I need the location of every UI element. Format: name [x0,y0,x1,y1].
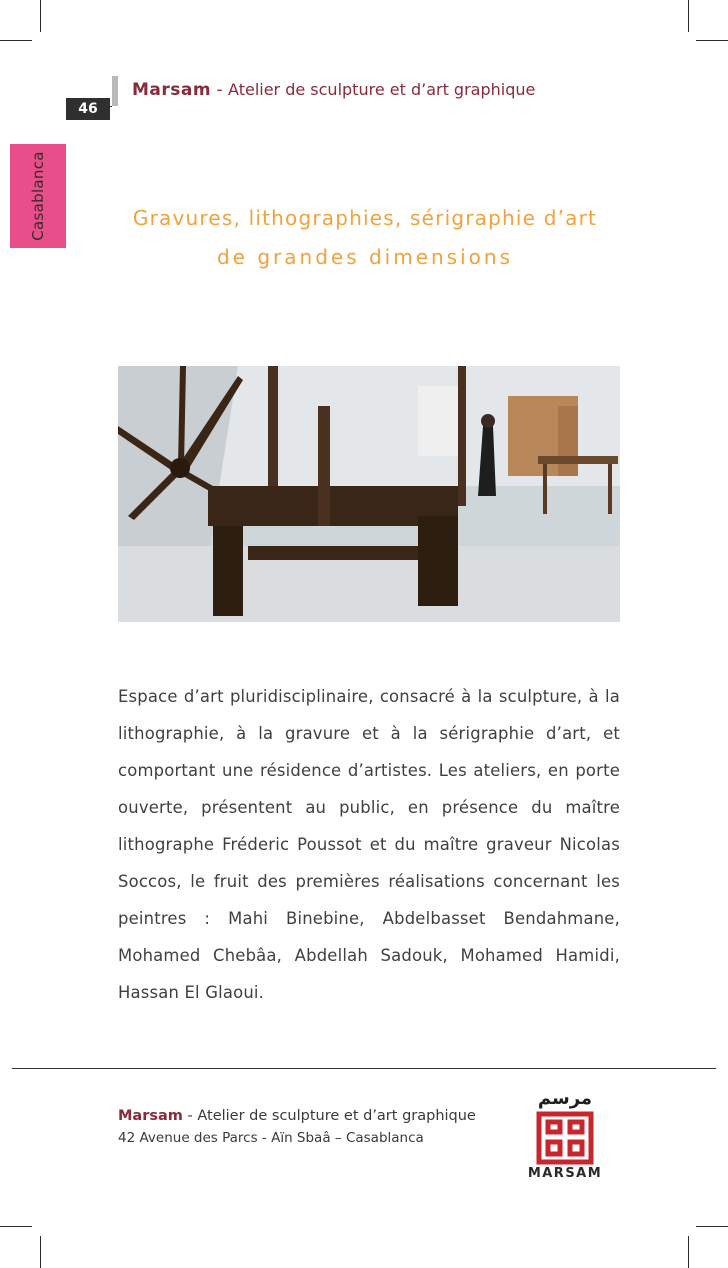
logo-wordmark: MARSAM [527,1166,603,1181]
crop-mark [688,0,689,32]
header-separator: - [211,80,229,100]
footer-separator: - [182,1108,198,1124]
header-subtitle: Atelier de sculpture et d’art graphique [228,80,536,99]
description-paragraph: Espace d’art pluridisciplinaire, consacré à la sculpture, à la lithographie, à la gravure et à la sérigraphie d’art, et comportant une résidence d’artistes. Les ateliers, en porte ouverte, présentent au public, en présence du maître lithographe Fréderic Poussot et du maître graveur Nicolas Soccos, le fruit des premières réalisations concernant les peintres : Mahi Binebine, Abdelbasset Bendahmane, Mohamed Chebâa, Abdellah Sadouk, Mohamed Hamidi, Hassan El Glaoui. [118,687,620,1002]
workshop-photo [118,366,620,622]
footer-title [118,1108,476,1124]
city-side-tab-label: Casablanca [29,151,47,241]
crop-mark [40,0,41,32]
footer-address: 42 Avenue des Parcs - Aïn Sbaâ – Casablanca [118,1130,424,1146]
page-number: 46 [66,98,110,120]
crop-mark [696,40,728,41]
running-header [132,80,535,100]
crop-mark [688,1236,689,1268]
crop-mark [40,1236,41,1268]
header-brand: Marsam [132,80,212,100]
footer-brand: Marsam [118,1108,183,1124]
crop-mark [0,1226,32,1227]
logo-arabic-text: مرسم [537,1088,593,1109]
header-accent-bar [112,76,118,106]
crop-mark [0,40,32,41]
footer-subtitle: Atelier de sculpture et d’art graphique [197,1108,476,1124]
city-side-tab [10,144,66,248]
section-title-line1: Gravures, lithographies, sérigraphie d’art [132,206,598,230]
crop-mark [696,1226,728,1227]
footer-rule [12,1068,716,1069]
section-title-line2: de grandes dimensions [216,245,513,269]
logo-kufic-mark [539,1114,591,1162]
